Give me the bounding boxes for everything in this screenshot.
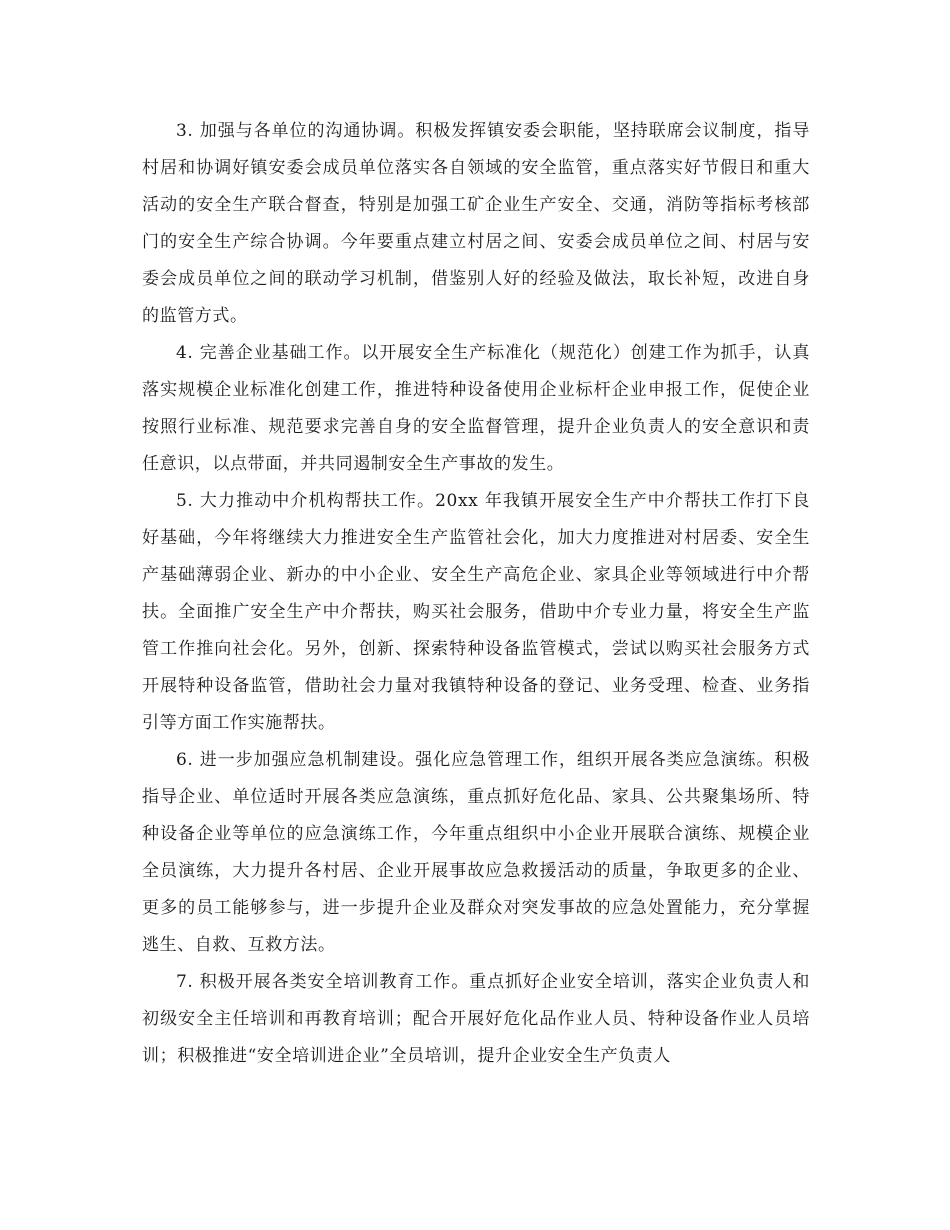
- paragraph-3-communication: 3. 加强与各单位的沟通协调。积极发挥镇安委会职能，坚持联席会议制度，指导村居和协调好镇安委会成员单位落实各自领域的安全监管，重点落实好节假日和重大活动的安全生产联合督查，特别是加强工矿企业生产安全、交通，消防等指标考核部门的安全生产综合协调。今年要重点建立村居之间、安委会成员单位之间、村居与安委会成员单位之间的联动学习机制，借鉴别人好的经验及做法，取长补短，改进自身的监管方式。: [142, 121, 810, 326]
- paragraph-5-intermediary-support: 5. 大力推动中介机构帮扶工作。20xx 年我镇开展安全生产中介帮扶工作打下良好基础，今年将继续大力推进安全生产监管社会化，加大力度推进对村居委、安全生产基础薄弱企业、新办的中小企业、安全生产高危企业、家具企业等领域进行中介帮扶。全面推广安全生产中介帮扶，购买社会服务，借助中介专业力量，将安全生产监管工作推向社会化。另外，创新、探索特种设备监管模式，尝试以购买社会服务方式开展特种设备监管，借助社会力量对我镇特种设备的登记、业务受理、检查、业务指引等方面工作实施帮扶。: [142, 491, 810, 733]
- paragraph-6-emergency-mechanism: 6. 进一步加强应急机制建设。强化应急管理工作，组织开展各类应急演练。积极指导企业、单位适时开展各类应急演练，重点抓好危化品、家具、公共聚集场所、特种设备企业等单位的应急演练工作，今年重点组织中小企业开展联合演练、规模企业全员演练，大力提升各村居、企业开展事故应急救援活动的质量，争取更多的企业、更多的员工能够参与，进一步提升企业及群众对突发事故的应急处置能力，充分掌握逃生、自救、互救方法。: [142, 750, 810, 955]
- paragraph-7-safety-training: 7. 积极开展各类安全培训教育工作。重点抓好企业安全培训，落实企业负责人和初级安全主任培训和再教育培训；配合开展好危化品作业人员、特种设备作业人员培训；积极推进“安全培训进企业”全员培训，提升企业安全生产负责人: [142, 972, 810, 1066]
- paragraph-4-enterprise-basics: 4. 完善企业基础工作。以开展安全生产标准化（规范化）创建工作为抓手，认真落实规模企业标准化创建工作，推进特种设备使用企业标杆企业申报工作，促使企业按照行业标准、规范要求完善自身的安全监督管理，提升企业负责人的安全意识和责任意识，以点带面，并共同遏制安全生产事故的发生。: [142, 343, 810, 474]
- document-body: [142, 113, 810, 1075]
